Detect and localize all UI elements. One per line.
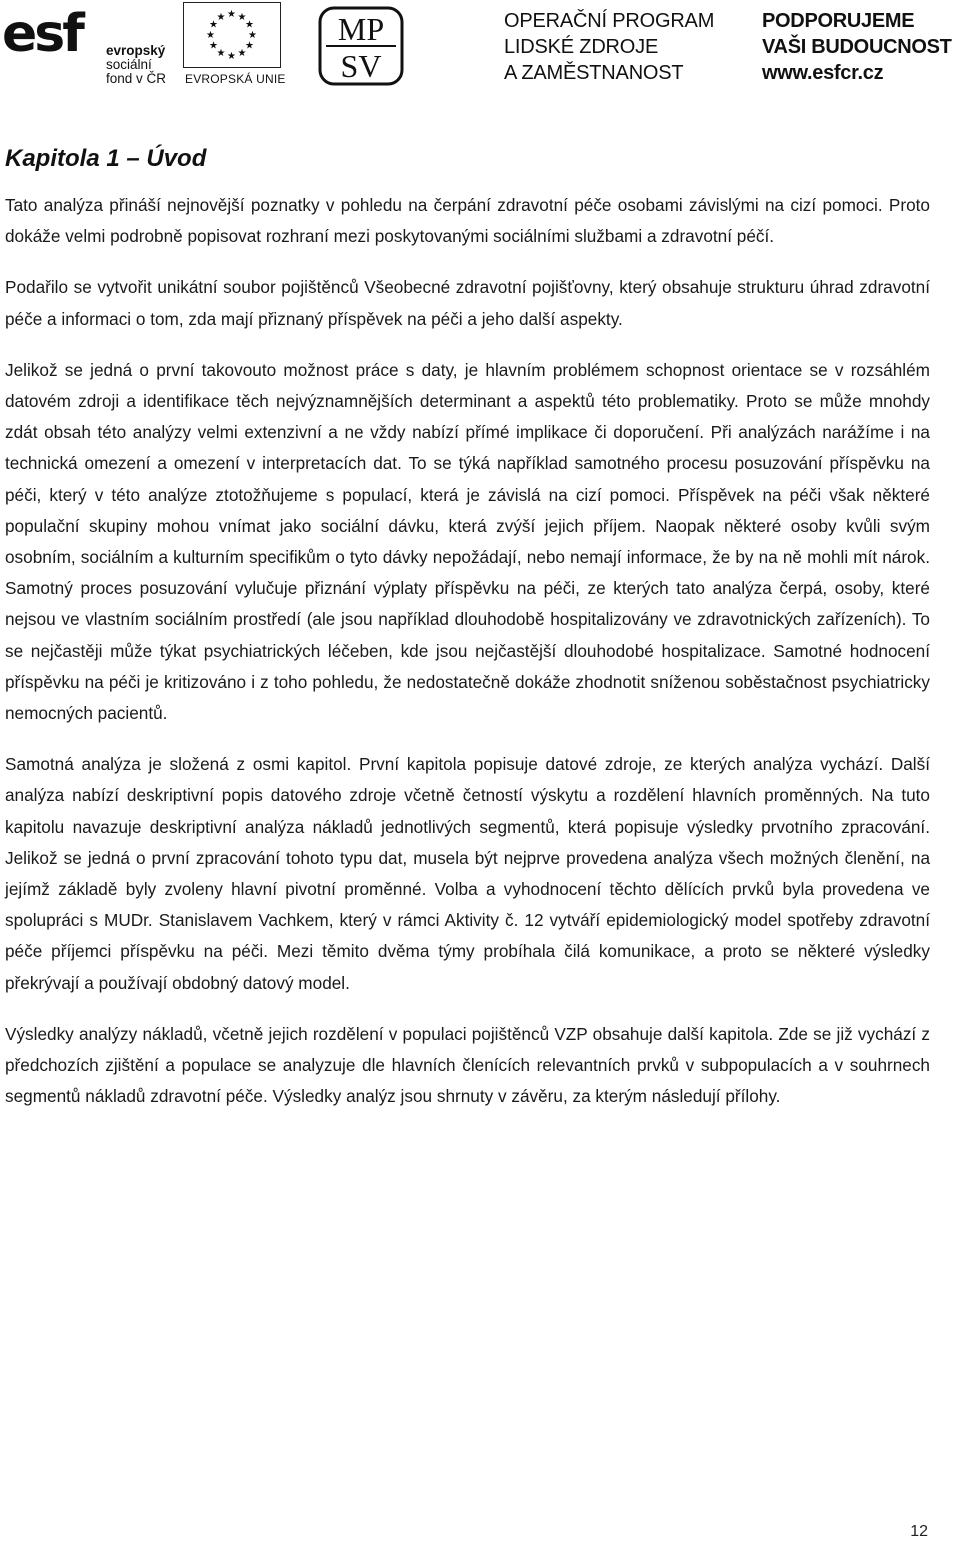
paragraph: Samotná analýza je složená z osmi kapitol. První kapitola popisuje datové zdroje, ze kterých analýza vychází. Další analýza nabízí deskriptivní popis datového zdroje včetně četností výskytu a rozdělení hlavních proměnných. Na tuto kapitolu navazuje deskriptivní analýza nákladů jednotlivých segmentů, která popisuje výsledky prvotního zpracování. Jelikož se jedná o první zpracování tohoto typu dat, musela být nejprve provedena analýza všech možných členění, na jejímž základě byly zvoleny hlavní pivotní proměnné. Volba a vyhodnocení těchto dělících prvků byla provedena ve spolupráci s MUDr. Stanislavem Vachkem, který v rámci Aktivity č. 12 vytváří epidemiologický model spotřeby zdravotní péče příjemci příspěvku na péči. Mezi těmito dvěma týmy probíhala čilá komunikace, a proto se některé výsledky překrývají a používají obdobný datový model. (5, 754, 930, 993)
paragraph: Podařilo se vytvořit unikátní soubor pojištěnců Všeobecné zdravotní pojišťovny, který obsahuje strukturu úhrad zdravotní péče a informaci o tom, zda mají přiznaný příspěvek na péči a jeho další aspekty. (5, 277, 930, 329)
svg-text:★: ★ (209, 40, 218, 52)
website-url: www.esfcr.cz (762, 62, 884, 84)
page-number: 12 (910, 1523, 928, 1540)
mpsv-logo-line2: SV (340, 48, 382, 84)
esf-logo-line: fond v ČR (106, 71, 167, 86)
chapter-title: Kapitola 1 – Úvod (5, 145, 207, 172)
paragraph: Jelikož se jedná o první takovouto možnost práce s daty, je hlavním problémem schopnost orientace se v rozsáhlém datovém zdroji a identifikace těch nejvýznamnějších determinant a aspektů této problematiky. Proto se může mnohdy zdát obsah této analýzy velmi extenzivní a ne vždy nabízí přímé implikace či doporučení. Při analýzách narážíme i na technická omezení a omezení v interpretacích dat. To se týká například samotného procesu posuzování příspěvku na péči, který v této analýze ztotožňujeme s populací, která je závislá na cizí pomoci. Příspěvek na péči však některé populační skupiny mohou vnímat jako sociální dávku, která zvýší jejich příjem. Naopak některé osoby kvůli svým osobním, sociálním a kulturním specifikům o tyto dávky nepožádají, nebo nemají informace, že by na ně mohli mít nárok. Samotný proces posuzování vylučuje přiznání výplaty příspěvku na péči, ze kterých tato analýza čerpá, osoby, které nejsou ve vlastním sociálním prostředí (ale jsou například dlouhodobě hospitalizovány ve zdravotnických zařízeních). To se nejčastěji může týkat psychiatrických léčeben, kde jsou nejčastější dlouhodobé hospitalizace. Samotné hodnocení příspěvku na péči je kritizováno i z toho pohledu, že nedostatečně dokáže zhodnotit sníženou soběstačnost psychiatricky nemocných pacientů. (5, 359, 930, 724)
esf-logo (2, 4, 177, 88)
paragraph: Tato analýza přináší nejnovější poznatky v pohledu na čerpání zdravotní péče osobami závislými na cizí pomoci. Proto dokáže velmi podrobně popisovat rozhraní mezi poskytovanými sociálními službami a zdravotní péčí. (5, 195, 930, 247)
logo-header (0, 0, 960, 92)
eu-flag-icon (183, 2, 281, 68)
program-line: LIDSKÉ ZDROJE (504, 36, 659, 58)
svg-text:★: ★ (206, 30, 215, 41)
eu-logo-caption: EVROPSKÁ UNIE (185, 72, 286, 86)
svg-text:★: ★ (237, 48, 247, 59)
slogan-line: PODPORUJEME (762, 10, 915, 32)
svg-text:★: ★ (245, 40, 254, 52)
svg-text:★: ★ (227, 51, 236, 62)
paragraph: Výsledky analýzy nákladů, včetně jejich rozdělení v populaci pojištěnců VZP obsahuje další kapitola. Zde se již vychází z předchozích zjištění a populace se analyzuje dle hlavních členících relevantních prvků v subpopulacích a v souhrnech segmentů nákladů zdravotní péče. Výsledky analýz jsou shrnuty v závěru, za kterým následují přílohy. (5, 1023, 930, 1107)
program-line: A ZAMĚSTNANOST (504, 62, 684, 84)
svg-text:★: ★ (227, 9, 236, 20)
eu-logo (183, 2, 286, 88)
mpsv-logo (318, 6, 404, 86)
slogan-line: VAŠI BUDOUCNOST (762, 36, 952, 58)
svg-text:★: ★ (248, 30, 257, 41)
svg-text:★: ★ (209, 19, 218, 31)
operational-program-name (504, 8, 714, 86)
svg-text:★: ★ (216, 48, 226, 59)
svg-text:★: ★ (245, 19, 254, 31)
esf-logo-text (106, 44, 166, 86)
support-slogan (762, 8, 952, 86)
svg-text:★: ★ (216, 12, 226, 23)
esf-logo-line: sociální (106, 57, 152, 72)
esf-logo-mark: esf (2, 4, 82, 64)
svg-text:★: ★ (237, 12, 247, 23)
chapter-content (5, 138, 930, 1132)
esf-logo-line: evropský (106, 43, 166, 58)
program-line: OPERAČNÍ PROGRAM (504, 10, 715, 32)
mpsv-logo-line1: MP (337, 11, 385, 47)
